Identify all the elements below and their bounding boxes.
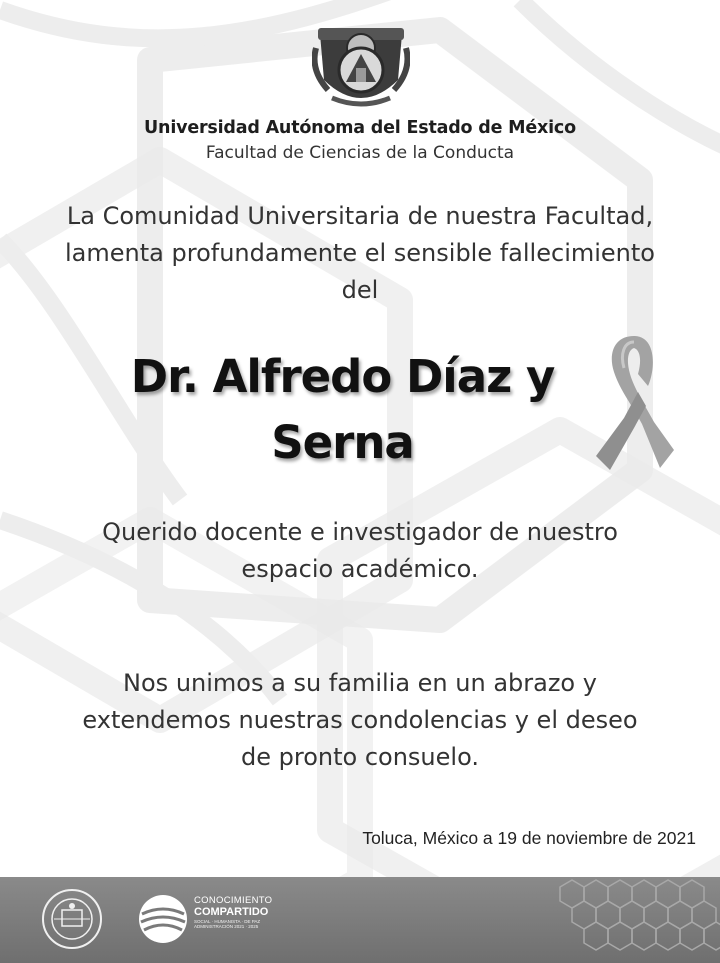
- mourning-ribbon-icon: [594, 332, 674, 472]
- faculty-seal-icon: [40, 884, 104, 954]
- logo-text-line-4: ADMINISTRACIÓN 2021 · 2025: [194, 924, 259, 929]
- university-name: Universidad Autónoma del Estado de México: [144, 118, 576, 138]
- tribute-line-2: espacio académico.: [241, 555, 479, 583]
- deceased-name-line-2: Serna: [271, 416, 414, 469]
- coat-of-arms-icon: [312, 20, 410, 112]
- tribute-line-1: Querido docente e investigador de nuestro: [102, 518, 618, 546]
- dateline: Toluca, México a 19 de noviembre de 2021: [362, 828, 696, 848]
- intro-line-3: del: [341, 276, 379, 304]
- intro-line-1: La Comunidad Universitaria de nuestra Facultad,: [66, 202, 654, 230]
- deceased-name: [60, 344, 625, 476]
- intro-line-2: lamenta profundamente el sensible fallecimiento: [65, 239, 655, 267]
- logo-text-line-3: SOCIAL · HUMANISTA · DE PAZ: [194, 918, 261, 924]
- tribute-paragraph: [20, 514, 700, 588]
- deceased-name-line-1: Dr. Alfredo Díaz y: [130, 350, 555, 403]
- logo-text-line-1: CONOCIMIENTO: [194, 895, 273, 906]
- intro-paragraph: [20, 198, 700, 309]
- condolences-line-3: de pronto consuelo.: [241, 743, 479, 771]
- condolences-line-2: extendemos nuestras condolencias y el deseo: [82, 706, 638, 734]
- shared-knowledge-logo-text: [194, 896, 272, 930]
- condolences-line-1: Nos unimos a su familia en un abrazo y: [123, 669, 597, 697]
- logo-text-line-2: COMPARTIDO: [194, 905, 269, 918]
- faculty-name: Facultad de Ciencias de la Conducta: [205, 143, 515, 163]
- condolences-paragraph: [20, 665, 700, 776]
- hexagon-pattern-icon: [540, 877, 720, 963]
- shared-knowledge-logo-icon: [136, 892, 190, 946]
